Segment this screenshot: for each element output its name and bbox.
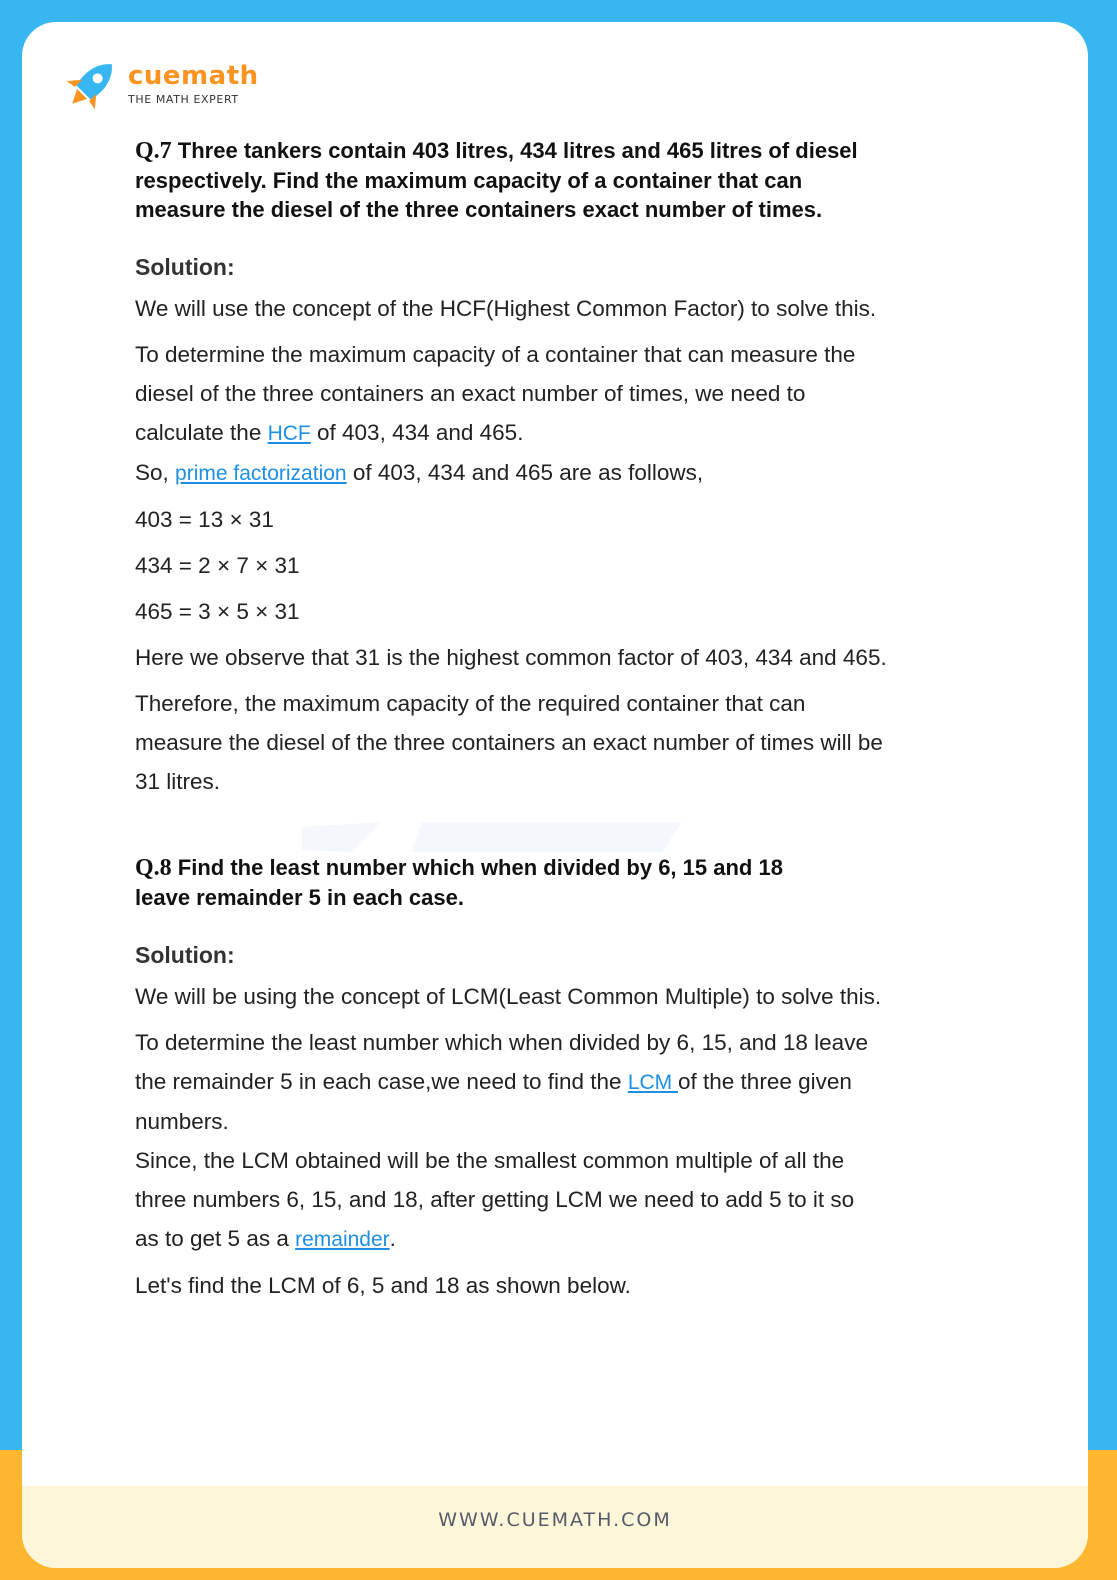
question-text: Find the least number which when divided by 6, 15 and 18 (177, 855, 783, 880)
text: as to get 5 as a (135, 1226, 296, 1251)
paragraph: diesel of the three containers an exact number of times, we need to (135, 381, 806, 406)
solution-heading: Solution: (135, 942, 235, 968)
paragraph: Therefore, the maximum capacity of the required container that can (135, 691, 806, 716)
equation: 465 = 3 × 5 × 31 (135, 599, 300, 624)
text: . (389, 1226, 396, 1251)
paragraph: Here we observe that 31 is the highest common factor of 403, 434 and 465. (135, 645, 887, 670)
paragraph (135, 413, 1015, 453)
question-text: leave remainder 5 in each case. (135, 885, 464, 910)
question-number: Q.8 (135, 855, 172, 881)
paragraph: numbers. (135, 1109, 229, 1134)
equation: 403 = 13 × 31 (135, 507, 274, 532)
footer (22, 1486, 1088, 1568)
solution-heading: Solution: (135, 254, 235, 280)
brand-tagline: THE MATH EXPERT (128, 93, 239, 106)
text: of 403, 434 and 465. (310, 420, 524, 445)
question-number: Q.7 (135, 138, 172, 164)
text: calculate the (135, 420, 268, 445)
paragraph (135, 453, 1015, 493)
question-text: Three tankers contain 403 litres, 434 litres and 465 litres of diesel (177, 138, 858, 163)
prime-factorization-link[interactable]: prime factorization (175, 462, 347, 485)
text: So, (135, 460, 176, 485)
cuemath-logo[interactable] (60, 54, 259, 114)
rocket-icon (60, 54, 124, 114)
paragraph: To determine the maximum capacity of a container that can measure the (135, 342, 856, 367)
paragraph: We will be using the concept of LCM(Least Common Multiple) to solve this. (135, 984, 882, 1009)
paragraph: We will use the concept of the HCF(Highest Common Factor) to solve this. (135, 296, 877, 321)
brand-name: cuemath (128, 61, 259, 91)
text: the remainder 5 in each case,we need to find the (135, 1069, 628, 1094)
content-card (22, 22, 1088, 1568)
question-text: respectively. Find the maximum capacity of a container that can (135, 168, 803, 193)
text: of 403, 434 and 465 are as follows, (346, 460, 704, 485)
question-8 (135, 853, 1015, 912)
document-body (135, 136, 1015, 1305)
paragraph: Since, the LCM obtained will be the smallest common multiple of all the (135, 1148, 845, 1173)
remainder-link[interactable]: remainder (295, 1228, 390, 1251)
question-text: measure the diesel of the three containers exact number of times. (135, 197, 823, 222)
lcm-link[interactable]: LCM (627, 1071, 679, 1094)
paragraph: 31 litres. (135, 769, 221, 794)
hcf-link[interactable]: HCF (267, 422, 311, 445)
paragraph (135, 1062, 1015, 1102)
paragraph: three numbers 6, 15, and 18, after getting LCM we need to add 5 to it so (135, 1187, 855, 1212)
equation: 434 = 2 × 7 × 31 (135, 553, 300, 578)
footer-url[interactable]: WWW.CUEMATH.COM (438, 1509, 672, 1531)
question-7 (135, 136, 1015, 224)
paragraph: measure the diesel of the three containers an exact number of times will be (135, 730, 883, 755)
paragraph: To determine the least number which when divided by 6, 15, and 18 leave (135, 1030, 868, 1055)
text: of the three given (678, 1069, 852, 1094)
paragraph (135, 1219, 1015, 1259)
paragraph: Let's find the LCM of 6, 5 and 18 as shown below. (135, 1273, 631, 1298)
